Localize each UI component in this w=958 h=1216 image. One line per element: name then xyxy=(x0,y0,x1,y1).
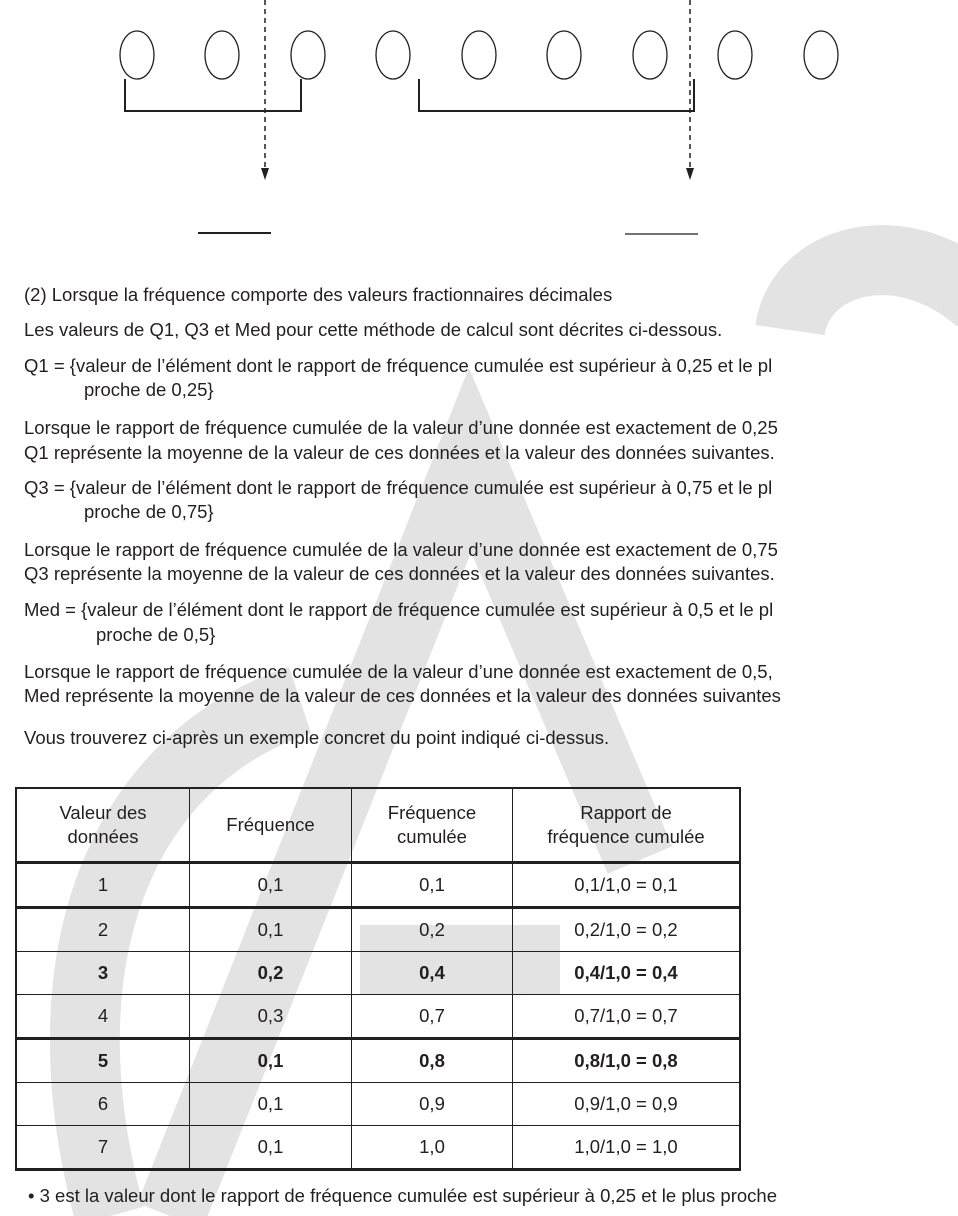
cell: 0,7/1,0 = 0,7 xyxy=(513,995,741,1039)
cell: 0,1 xyxy=(190,1126,352,1170)
cell: 0,2 xyxy=(190,952,352,995)
cell: 2 xyxy=(16,908,190,952)
lower-half-bracket xyxy=(125,79,301,111)
cell: 0,4 xyxy=(352,952,513,995)
header-cumulative-ratio: Rapport de fréquence cumulée xyxy=(513,788,741,863)
frequency-table xyxy=(15,787,741,1171)
cell: 0,4/1,0 = 0,4 xyxy=(513,952,741,995)
cell: 0,2 xyxy=(352,908,513,952)
cell: 4 xyxy=(16,995,190,1039)
data-circle xyxy=(633,31,667,79)
data-circle xyxy=(376,31,410,79)
bullet-note: • 3 est la valeur dont le rapport de fréquence cumulée est supérieur à 0,25 et le plus proche xyxy=(28,1185,777,1206)
upper-half-bracket xyxy=(419,79,594,111)
table-row xyxy=(16,995,740,1039)
table-row-highlighted xyxy=(16,952,740,995)
q1-note-cont: Q1 représente la moyenne de la valeur de ces données et la valeur des données suivantes. xyxy=(24,442,775,463)
header-frequency: Fréquence xyxy=(190,788,352,863)
arrow-down-icon xyxy=(686,168,694,180)
cell: 0,8 xyxy=(352,1039,513,1083)
cell: 0,9 xyxy=(352,1083,513,1126)
data-circle xyxy=(547,31,581,79)
med-definition-cont: proche de 0,5} xyxy=(96,624,216,645)
q3-definition: Q3 = {valeur de l’élément dont le rapport de fréquence cumulée est supérieur à 0,75 et le pl xyxy=(24,477,773,498)
table-row-highlighted xyxy=(16,1039,740,1083)
cell: 0,1 xyxy=(352,863,513,908)
cell: 1 xyxy=(16,863,190,908)
upper-half-bracket xyxy=(419,79,694,111)
data-circle xyxy=(291,31,325,79)
header-data-value: Valeur des données xyxy=(16,788,190,863)
arrow-down-icon xyxy=(261,168,269,180)
data-circle xyxy=(718,31,752,79)
data-circle xyxy=(120,31,154,79)
example-intro: Vous trouverez ci-après un exemple concret du point indiqué ci-dessus. xyxy=(24,727,610,748)
header-cumulative-frequency: Fréquence cumulée xyxy=(352,788,513,863)
data-circle xyxy=(205,31,239,79)
cell: 1,0 xyxy=(352,1126,513,1170)
q1-definition-cont: proche de 0,25} xyxy=(84,379,214,400)
cell: 0,8/1,0 = 0,8 xyxy=(513,1039,741,1083)
cell: 0,1/1,0 = 0,1 xyxy=(513,863,741,908)
cell: 1,0/1,0 = 1,0 xyxy=(513,1126,741,1170)
data-circle xyxy=(462,31,496,79)
cell: 0,1 xyxy=(190,1083,352,1126)
med-definition: Med = {valeur de l’élément dont le rapport de fréquence cumulée est supérieur à 0,5 et le pl xyxy=(24,599,774,620)
cell: 0,2/1,0 = 0,2 xyxy=(513,908,741,952)
med-note: Lorsque le rapport de fréquence cumulée de la valeur d’une donnée est exactement de 0,5, xyxy=(24,661,773,682)
quartile-diagram xyxy=(0,0,958,250)
cell: 0,1 xyxy=(190,1039,352,1083)
cell: 6 xyxy=(16,1083,190,1126)
table-row xyxy=(16,1083,740,1126)
upper-half-bracket xyxy=(419,79,594,111)
section-heading: (2) Lorsque la fréquence comporte des valeurs fractionnaires décimales xyxy=(24,284,613,305)
table-row xyxy=(16,863,740,908)
med-note-cont: Med représente la moyenne de la valeur de ces données et la valeur des données suivantes xyxy=(24,685,781,706)
cell: 0,7 xyxy=(352,995,513,1039)
q3-definition-cont: proche de 0,75} xyxy=(84,501,214,522)
table-row xyxy=(16,908,740,952)
cell: 7 xyxy=(16,1126,190,1170)
cell: 3 xyxy=(16,952,190,995)
q1-definition: Q1 = {valeur de l’élément dont le rapport de fréquence cumulée est supérieur à 0,25 et le pl xyxy=(24,355,773,376)
cell: 0,1 xyxy=(190,908,352,952)
cell: 0,3 xyxy=(190,995,352,1039)
cell: 0,1 xyxy=(190,863,352,908)
q3-note: Lorsque le rapport de fréquence cumulée de la valeur d’une donnée est exactement de 0,75 xyxy=(24,539,778,560)
intro-text: Les valeurs de Q1, Q3 et Med pour cette méthode de calcul sont décrites ci-dessous. xyxy=(24,319,723,340)
cell: 5 xyxy=(16,1039,190,1083)
data-circle xyxy=(804,31,838,79)
cell: 0,9/1,0 = 0,9 xyxy=(513,1083,741,1126)
q1-note: Lorsque le rapport de fréquence cumulée de la valeur d’une donnée est exactement de 0,25 xyxy=(24,417,778,438)
table-row xyxy=(16,1126,740,1170)
q3-note-cont: Q3 représente la moyenne de la valeur de ces données et la valeur des données suivantes. xyxy=(24,563,775,584)
